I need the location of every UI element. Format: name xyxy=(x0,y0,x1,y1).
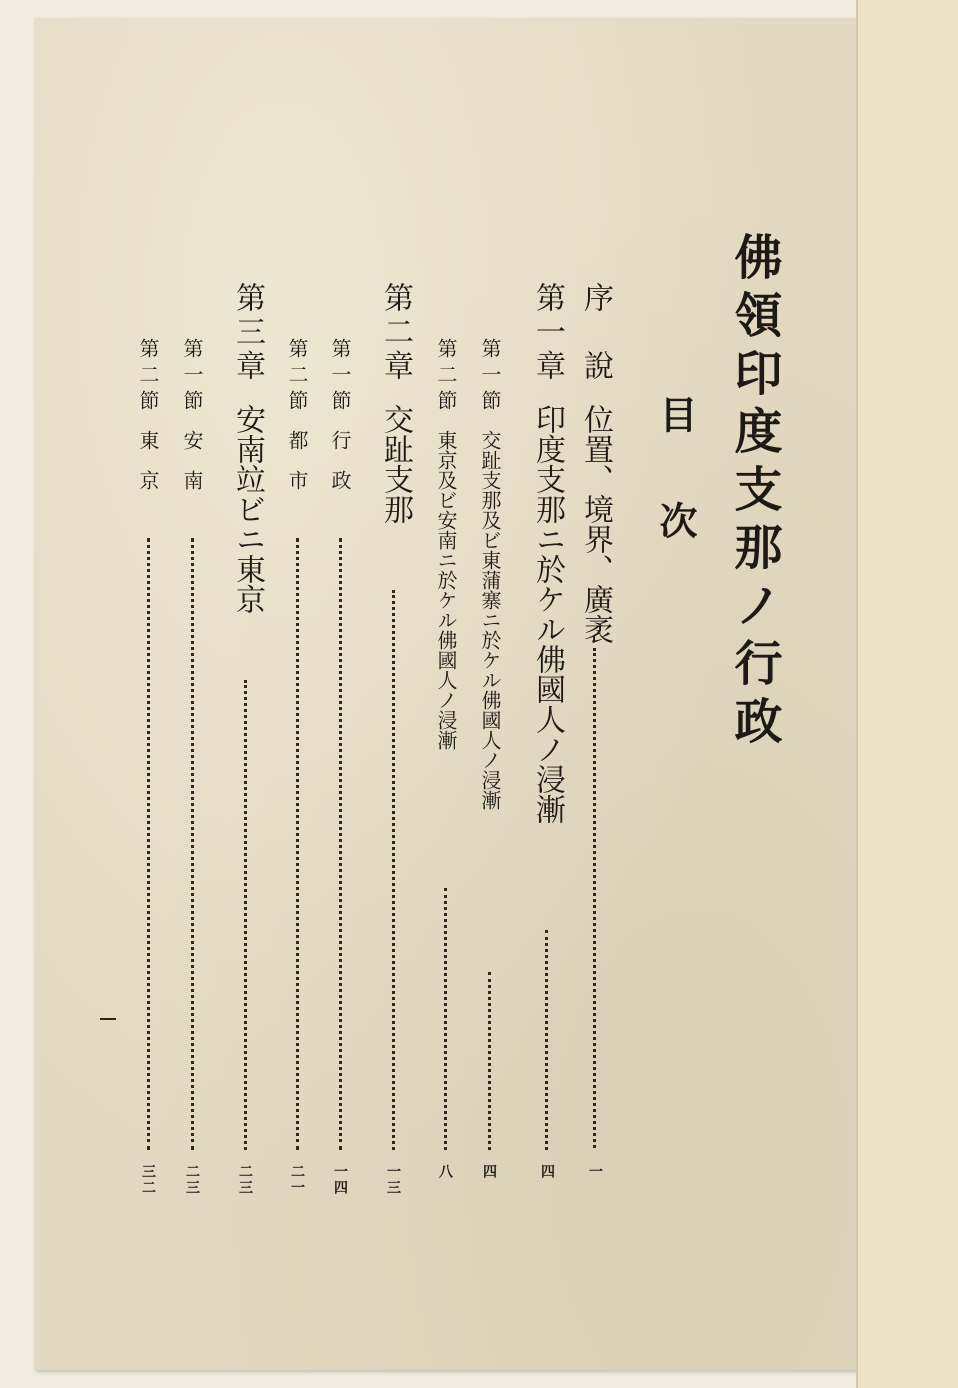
adjacent-page-edge xyxy=(856,0,958,1388)
toc-entry-title: 位置、境界、廣袤 xyxy=(578,404,613,644)
toc-entry-section xyxy=(480,338,500,810)
toc-entry-label: 第二節 xyxy=(434,338,458,416)
toc-entry-title: 東京及ビ安南ニ於ケル佛國人ノ浸漸 xyxy=(434,430,458,750)
toc-entry-label: 第二節 xyxy=(285,338,309,416)
toc-entry-title: 安 南 xyxy=(180,430,204,490)
toc-entry-title: 安南竝ビニ東京 xyxy=(230,404,265,614)
toc-page-number: 一三 xyxy=(385,1164,401,1196)
folio-page-number xyxy=(100,1018,116,1020)
toc-entry-label: 第二章 xyxy=(378,282,413,384)
toc-entry-title: 東 京 xyxy=(136,430,160,490)
leader-dots xyxy=(392,590,395,1150)
toc-entry-title: 交趾支那及ビ東蒲寨ニ於ケル佛國人ノ浸漸 xyxy=(478,430,502,810)
contents-heading: 目次 xyxy=(653,395,698,607)
toc-entry-title: 都 市 xyxy=(285,430,309,490)
toc-entry-section xyxy=(182,338,202,490)
book-title: 佛領印度支那ノ行政 xyxy=(726,232,782,754)
toc-entry-title: 印度支那ニ於ケル佛國人ノ浸漸 xyxy=(530,404,565,824)
leader-dots xyxy=(545,930,548,1150)
leader-dots xyxy=(488,972,491,1150)
toc-entry-chapter-1 xyxy=(530,282,565,824)
toc-entry-label: 第一節 xyxy=(478,338,502,416)
leader-dots xyxy=(296,538,299,1150)
toc-entry-preface xyxy=(578,282,613,644)
toc-page-number: 一 xyxy=(587,1164,603,1180)
toc-entry-section xyxy=(138,338,158,490)
toc-page-number: 四 xyxy=(539,1164,555,1180)
leader-dots xyxy=(191,538,194,1150)
toc-entry-section xyxy=(330,338,350,490)
toc-entry-label: 序 說 xyxy=(578,282,613,384)
toc-entry-title: 行 政 xyxy=(328,430,352,490)
toc-page-number: 一四 xyxy=(332,1164,348,1196)
toc-page-number: 二三 xyxy=(237,1164,253,1196)
leader-dots xyxy=(444,888,447,1150)
toc-entry-label: 第一章 xyxy=(530,282,565,384)
toc-page-number: 二一 xyxy=(289,1164,305,1196)
toc-entry-title: 交趾支那 xyxy=(378,404,413,524)
leader-dots xyxy=(147,538,150,1150)
toc-entry-chapter-3 xyxy=(230,282,265,614)
toc-page-number: 八 xyxy=(437,1164,453,1180)
toc-page-number: 四 xyxy=(481,1164,497,1180)
toc-entry-section xyxy=(436,338,456,750)
toc-entry-label: 第一節 xyxy=(328,338,352,416)
toc-entry-chapter-2 xyxy=(378,282,413,524)
toc-entry-label: 第三章 xyxy=(230,282,265,384)
leader-dots xyxy=(593,648,596,1148)
leader-dots xyxy=(339,538,342,1150)
leader-dots xyxy=(244,680,247,1150)
toc-entry-label: 第二節 xyxy=(136,338,160,416)
toc-entry-section xyxy=(287,338,307,490)
toc-page-number: 二三 xyxy=(184,1164,200,1196)
toc-entry-label: 第一節 xyxy=(180,338,204,416)
toc-page-number: 三二 xyxy=(140,1164,156,1196)
